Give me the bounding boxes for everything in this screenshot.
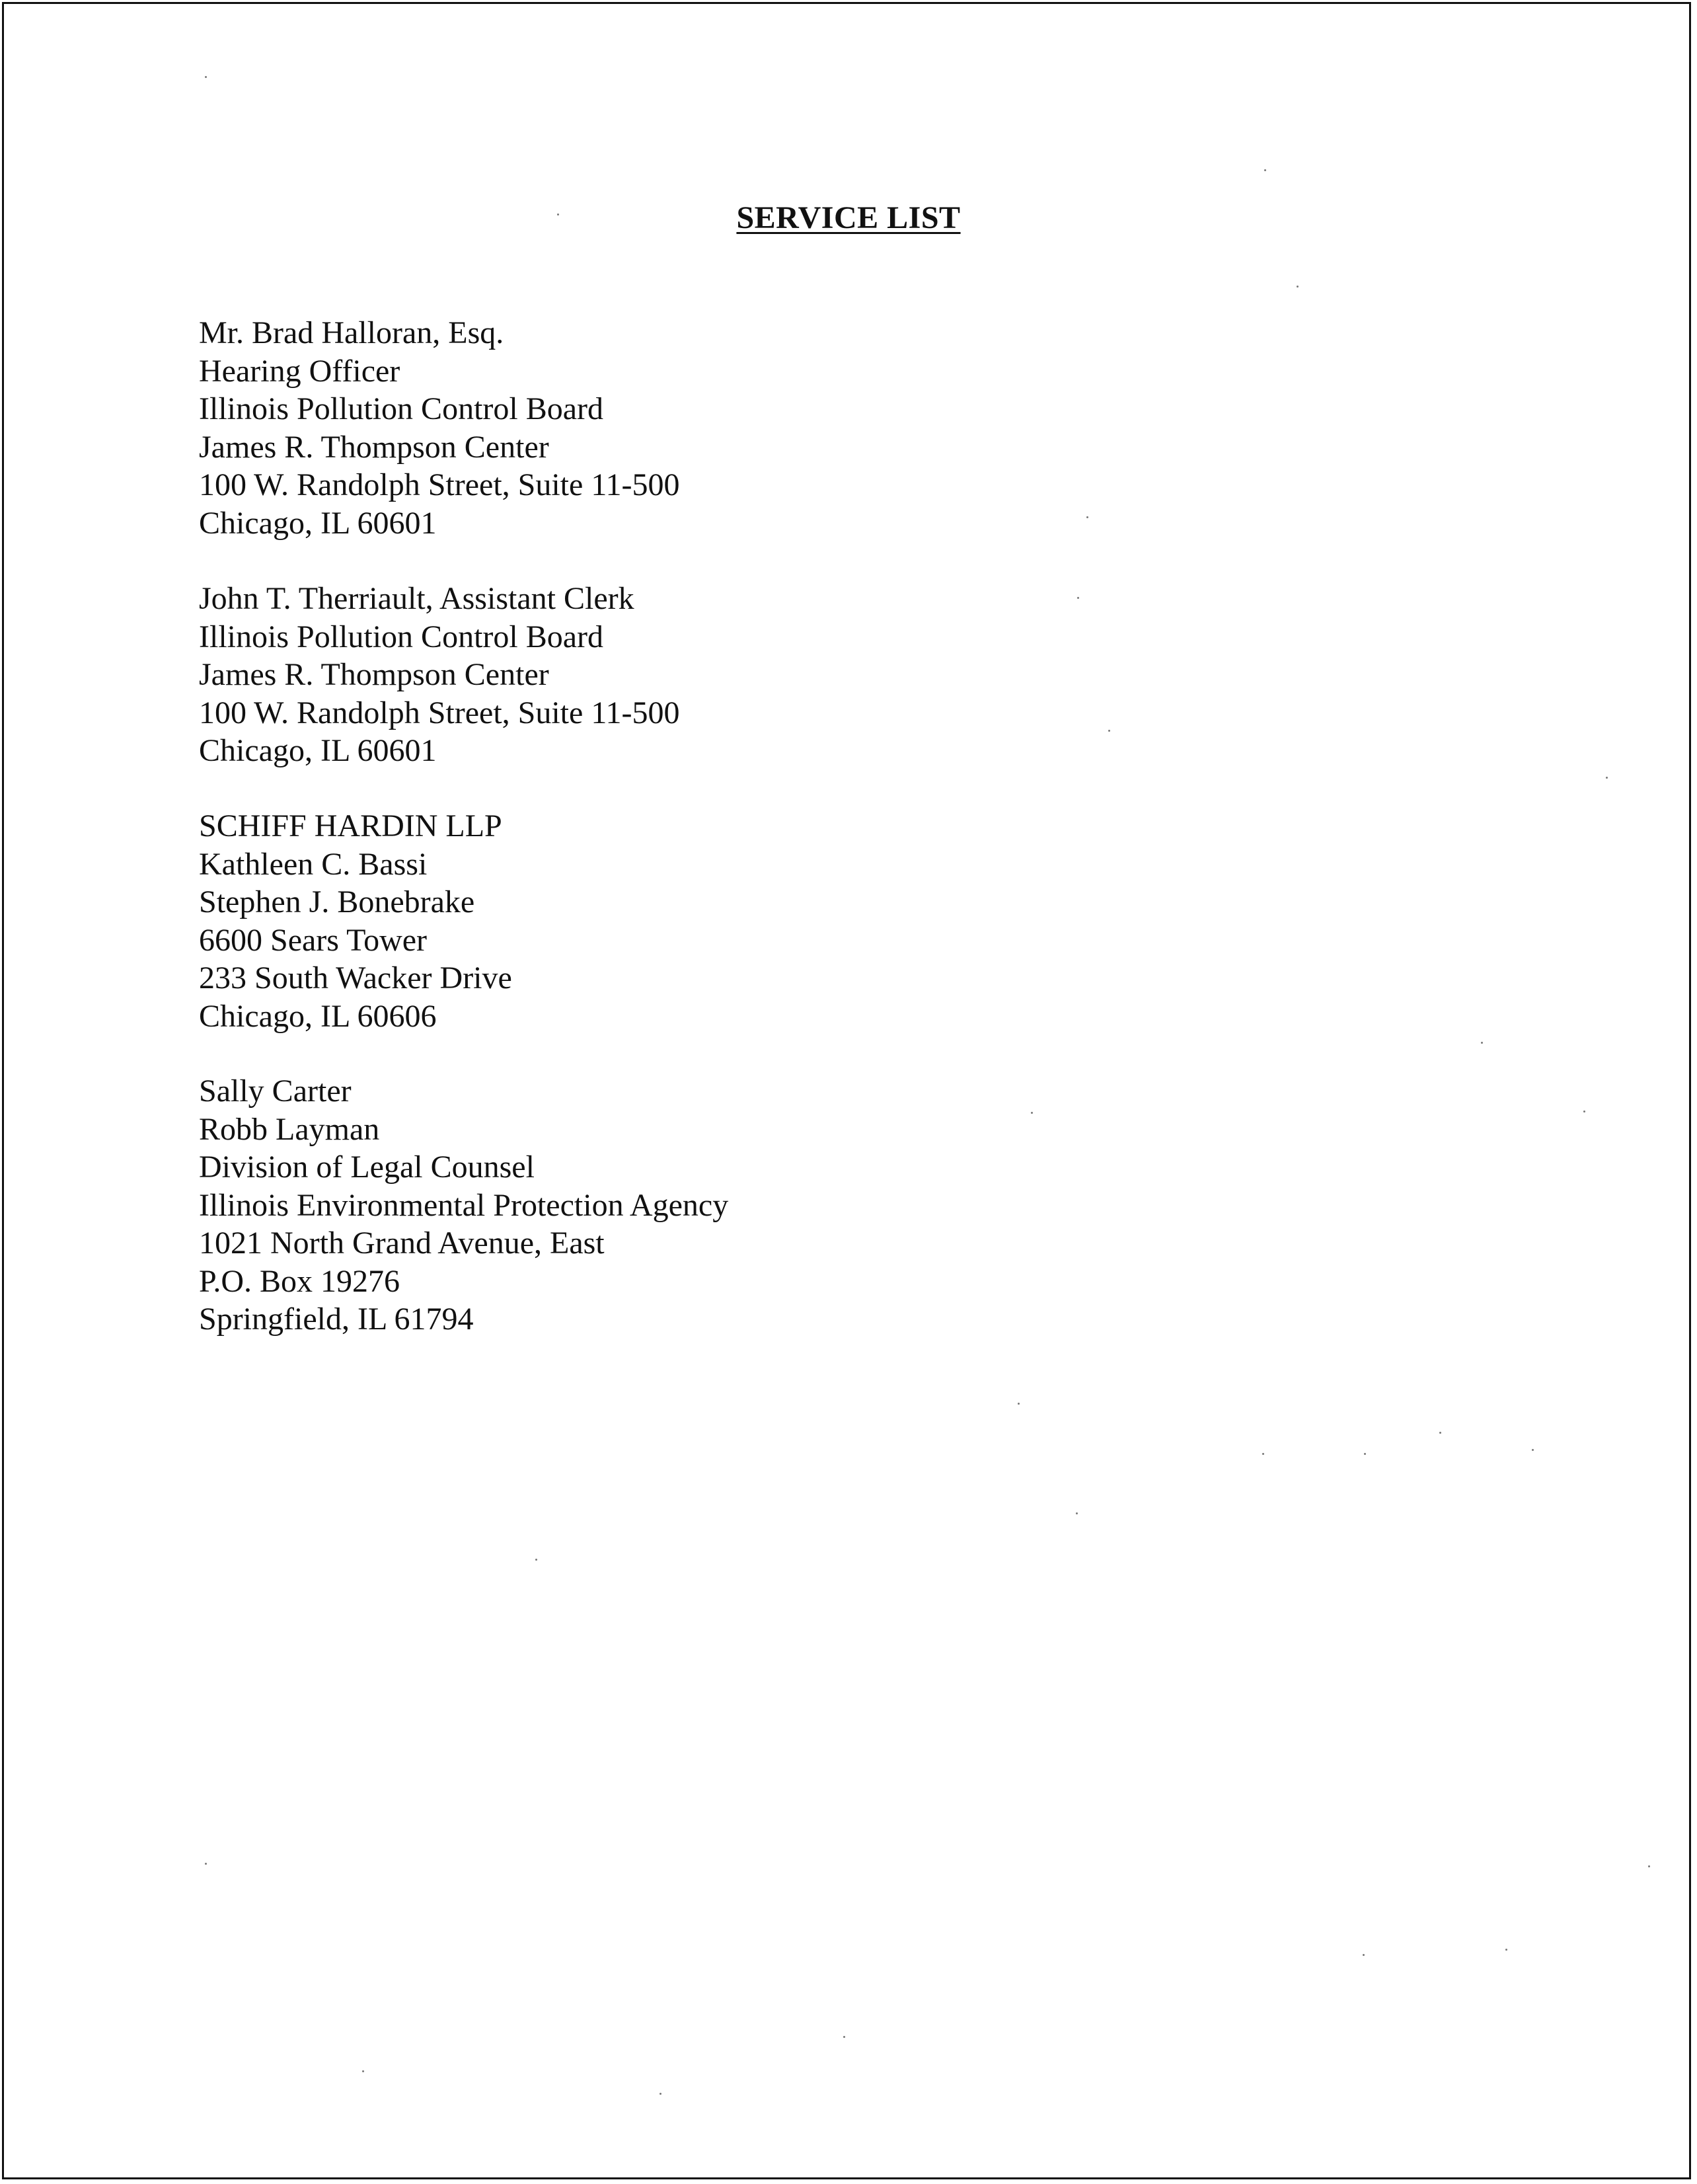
recipient-block-illinois-epa bbox=[199, 1072, 728, 1339]
recipient-line: Stephen J. Bonebrake bbox=[199, 884, 475, 919]
recipient-line: Mr. Brad Halloran, Esq. bbox=[199, 315, 504, 350]
scan-speck bbox=[1108, 730, 1110, 732]
scan-speck bbox=[1439, 1432, 1441, 1434]
scan-speck bbox=[1364, 1453, 1366, 1455]
scan-speck bbox=[1076, 1512, 1078, 1514]
recipient-line: Illinois Pollution Control Board bbox=[199, 619, 604, 654]
scan-speck bbox=[1031, 1112, 1033, 1114]
scan-speck bbox=[535, 1559, 537, 1561]
recipient-line: P.O. Box 19276 bbox=[199, 1263, 400, 1299]
scan-speck bbox=[1505, 1949, 1507, 1951]
recipient-line: Illinois Pollution Control Board bbox=[199, 391, 604, 426]
scan-speck bbox=[1606, 777, 1608, 779]
recipient-line: 233 South Wacker Drive bbox=[199, 960, 512, 995]
scan-speck bbox=[1077, 597, 1079, 599]
scan-speck bbox=[557, 214, 559, 215]
scan-speck bbox=[843, 2036, 845, 2038]
scan-speck bbox=[1583, 1111, 1585, 1112]
recipient-line: Chicago, IL 60601 bbox=[199, 733, 437, 768]
scan-speck bbox=[1264, 169, 1266, 171]
recipient-line: 6600 Sears Tower bbox=[199, 922, 428, 958]
recipient-block-schiff-hardin bbox=[199, 807, 512, 1035]
recipient-line: James R. Thompson Center bbox=[199, 657, 549, 692]
scan-speck bbox=[205, 1863, 207, 1865]
recipient-line: SCHIFF HARDIN LLP bbox=[199, 808, 502, 843]
recipient-line: Illinois Environmental Protection Agency bbox=[199, 1187, 729, 1223]
recipient-line: Robb Layman bbox=[199, 1111, 380, 1147]
scan-speck bbox=[1262, 1453, 1264, 1455]
recipient-line: 100 W. Randolph Street, Suite 11-500 bbox=[199, 695, 680, 730]
scan-speck bbox=[1532, 1449, 1534, 1451]
scan-speck bbox=[1363, 1954, 1365, 1956]
scan-speck bbox=[1481, 1042, 1483, 1044]
scan-speck bbox=[1648, 1865, 1650, 1867]
recipient-line: Division of Legal Counsel bbox=[199, 1150, 535, 1185]
recipient-line: 100 W. Randolph Street, Suite 11-500 bbox=[199, 467, 680, 502]
recipient-line: John T. Therriault, Assistant Clerk bbox=[199, 581, 634, 616]
recipient-line: James R. Thompson Center bbox=[199, 429, 549, 465]
scan-speck bbox=[1297, 286, 1299, 288]
recipient-line: Sally Carter bbox=[199, 1073, 352, 1109]
scan-speck bbox=[362, 2070, 364, 2072]
scan-speck bbox=[660, 2093, 661, 2095]
scan-speck bbox=[1018, 1403, 1020, 1405]
scan-speck bbox=[205, 76, 207, 78]
recipient-line: Chicago, IL 60606 bbox=[199, 998, 437, 1034]
recipient-block-hearing-officer bbox=[199, 314, 680, 542]
scan-speck bbox=[1086, 516, 1088, 518]
recipient-line: Kathleen C. Bassi bbox=[199, 846, 428, 882]
recipient-line: 1021 North Grand Avenue, East bbox=[199, 1226, 605, 1261]
recipient-line: Hearing Officer bbox=[199, 353, 400, 389]
recipient-line: Chicago, IL 60601 bbox=[199, 505, 437, 541]
page-title: SERVICE LIST bbox=[736, 200, 961, 235]
recipient-line: Springfield, IL 61794 bbox=[199, 1302, 474, 1337]
recipient-block-assistant-clerk bbox=[199, 580, 680, 770]
